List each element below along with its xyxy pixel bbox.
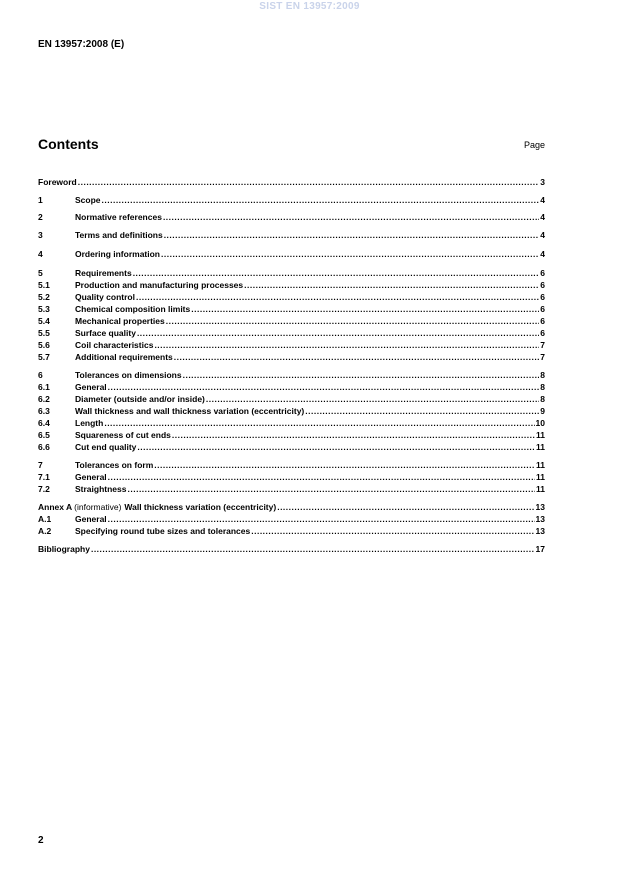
toc-entry-number: 5.2: [38, 292, 50, 302]
toc-entry-page: 3: [540, 177, 545, 187]
toc-entry-page: 7: [540, 352, 545, 362]
toc-entry-number: 6: [38, 370, 43, 380]
toc-entry[interactable]: [38, 177, 545, 188]
toc-dot-leader: [277, 502, 534, 513]
toc-entry-title: Ordering information: [75, 249, 160, 259]
toc-entry-title: Wall thickness and wall thickness variation (eccentricity): [75, 406, 305, 416]
toc-annex-label: Annex A: [38, 502, 73, 512]
toc-entry-title: Quality control: [75, 292, 135, 302]
toc-entry-page: 9: [540, 406, 545, 416]
toc-dot-leader: [183, 370, 540, 381]
toc-dot-leader: [108, 382, 540, 393]
toc-entry-number: 5.5: [38, 328, 50, 338]
toc-entry[interactable]: [38, 418, 545, 429]
toc-entry-title: Squareness of cut ends: [75, 430, 171, 440]
toc-entry[interactable]: [38, 406, 545, 417]
toc-entry-page: 7: [540, 340, 545, 350]
toc-entry[interactable]: [38, 544, 545, 555]
toc-entry-title: Cut end quality: [75, 442, 137, 452]
toc-entry-number: 7.2: [38, 484, 50, 494]
toc-entry[interactable]: [38, 442, 545, 453]
toc-entry-page: 13: [535, 526, 545, 536]
toc-entry-number: 1: [38, 195, 43, 205]
toc-entry-page: 8: [540, 394, 545, 404]
toc-entry-title: Length: [75, 418, 104, 428]
toc-dot-leader: [166, 316, 540, 327]
toc-dot-leader: [172, 430, 535, 441]
toc-entry[interactable]: [38, 292, 545, 303]
toc-entry-page: 17: [535, 544, 545, 554]
toc-entry-title: Coil characteristics: [75, 340, 154, 350]
toc-entry-page: 11: [536, 442, 545, 452]
toc-entry-page: 10: [535, 418, 545, 428]
toc-entry-number: 6.2: [38, 394, 50, 404]
toc-entry-number: 5.3: [38, 304, 50, 314]
toc-dot-leader: [137, 442, 535, 453]
toc-dot-leader: [133, 268, 540, 279]
toc-dot-leader: [305, 406, 539, 417]
toc-entry-title: Straightness: [75, 484, 127, 494]
toc-entry-number: 6.1: [38, 382, 50, 392]
toc-dot-leader: [108, 472, 535, 483]
toc-dot-leader: [91, 544, 535, 555]
toc-entry-number: 5.1: [38, 280, 50, 290]
toc-entry-title: Tolerances on dimensions: [75, 370, 182, 380]
toc-entry-title: General: [75, 382, 107, 392]
toc-entry-title: General: [75, 472, 107, 482]
toc-entry-page: 6: [540, 304, 545, 314]
toc-entry[interactable]: [38, 316, 545, 327]
toc-entry-title: Foreword: [38, 177, 77, 187]
toc-dot-leader: [154, 340, 539, 351]
toc-entry[interactable]: [38, 268, 545, 279]
toc-annex-type: (informative): [74, 502, 122, 512]
toc-entry-title: Mechanical properties: [75, 316, 165, 326]
toc-entry[interactable]: [38, 382, 545, 393]
toc-entry-page: 4: [540, 249, 545, 259]
toc-entry-number: 6.6: [38, 442, 50, 452]
toc-dot-leader: [108, 514, 535, 525]
toc-entry-page: 6: [540, 316, 545, 326]
toc-entry-title: Production and manufacturing processes: [75, 280, 244, 290]
toc-dot-leader: [251, 526, 534, 537]
toc-entry[interactable]: [38, 195, 545, 206]
toc-entry[interactable]: [38, 472, 545, 483]
toc-entry[interactable]: [38, 526, 545, 537]
toc-dot-leader: [78, 177, 540, 188]
toc-dot-leader: [154, 460, 535, 471]
toc-entry-title: Surface quality: [75, 328, 136, 338]
toc-entry-page: 8: [540, 382, 545, 392]
toc-entry[interactable]: [38, 340, 545, 351]
toc-entry-title: Diameter (outside and/or inside): [75, 394, 205, 404]
toc-entry[interactable]: [38, 370, 545, 381]
toc-entry[interactable]: [38, 212, 545, 223]
toc-entry[interactable]: [38, 352, 545, 363]
watermark: SIST EN 13957:2009: [259, 1, 360, 12]
page-column-label: Page: [523, 140, 545, 150]
toc-entry-title: Normative references: [75, 212, 162, 222]
toc-dot-leader: [102, 195, 540, 206]
toc-entry[interactable]: [38, 280, 545, 291]
toc-entry-page: 6: [540, 280, 545, 290]
toc-entry-title: Specifying round tube sizes and tolerances: [75, 526, 251, 536]
toc-entry-number: 5.7: [38, 352, 50, 362]
toc-entry-number: A.2: [38, 526, 52, 536]
toc-dot-leader: [161, 249, 539, 260]
toc-dot-leader: [104, 418, 534, 429]
toc-entry-page: 6: [540, 268, 545, 278]
toc-entry-number: 5: [38, 268, 43, 278]
toc-entry-number: 5.4: [38, 316, 50, 326]
toc-entry-title: General: [75, 514, 107, 524]
toc-entry-page: 6: [540, 292, 545, 302]
toc-entry-page: 11: [536, 430, 545, 440]
toc-entry[interactable]: [38, 230, 545, 241]
toc-entry-page: 6: [540, 328, 545, 338]
toc-entry-title: Tolerances on form: [75, 460, 154, 470]
toc-entry-number: 6.4: [38, 418, 50, 428]
toc-dot-leader: [244, 280, 539, 291]
toc-entry-number: 7.1: [38, 472, 50, 482]
toc-entry-title: Terms and definitions: [75, 230, 163, 240]
toc-entry[interactable]: [38, 502, 545, 513]
page-number: 2: [38, 835, 44, 846]
toc-entry[interactable]: [38, 430, 545, 441]
toc-entry[interactable]: [38, 394, 545, 405]
toc-entry[interactable]: [38, 328, 545, 339]
toc-dot-leader: [206, 394, 539, 405]
toc-entry-title: Wall thickness variation (eccentricity): [124, 502, 277, 512]
toc-entry-title: Chemical composition limits: [75, 304, 191, 314]
toc-entry-page: 4: [540, 195, 545, 205]
toc-dot-leader: [191, 304, 539, 315]
toc-entry-page: 13: [535, 502, 545, 512]
toc-dot-leader: [128, 484, 536, 495]
toc-entry-number: 5.6: [38, 340, 50, 350]
toc-entry[interactable]: [38, 249, 545, 260]
toc-entry-page: 4: [540, 230, 545, 240]
toc-entry[interactable]: [38, 460, 545, 471]
contents-heading: Contents: [38, 136, 99, 152]
toc-entry-number: 4: [38, 249, 43, 259]
toc-entry-number: 6.5: [38, 430, 50, 440]
toc-entry-number: 6.3: [38, 406, 50, 416]
toc-entry-page: 13: [535, 514, 545, 524]
toc-entry-title: Additional requirements: [75, 352, 173, 362]
toc-entry-page: 11: [536, 484, 545, 494]
toc-entry-title: Scope: [75, 195, 101, 205]
toc-entry[interactable]: [38, 484, 545, 495]
toc-dot-leader: [136, 292, 539, 303]
toc-entry-number: 2: [38, 212, 43, 222]
toc-entry[interactable]: [38, 514, 545, 525]
toc-dot-leader: [174, 352, 540, 363]
toc-entry-number: A.1: [38, 514, 52, 524]
toc-entry[interactable]: [38, 304, 545, 315]
toc-dot-leader: [137, 328, 539, 339]
toc-entry-page: 8: [540, 370, 545, 380]
toc-dot-leader: [163, 212, 539, 223]
toc-entry-title: Requirements: [75, 268, 132, 278]
toc-entry-number: 3: [38, 230, 43, 240]
toc-dot-leader: [164, 230, 540, 241]
document-reference: EN 13957:2008 (E): [38, 39, 125, 50]
toc-entry-page: 4: [540, 212, 545, 222]
toc-entry-title: Bibliography: [38, 544, 90, 554]
toc-entry-number: 7: [38, 460, 43, 470]
toc-entry-page: 11: [536, 460, 545, 470]
toc-entry-page: 11: [536, 472, 545, 482]
